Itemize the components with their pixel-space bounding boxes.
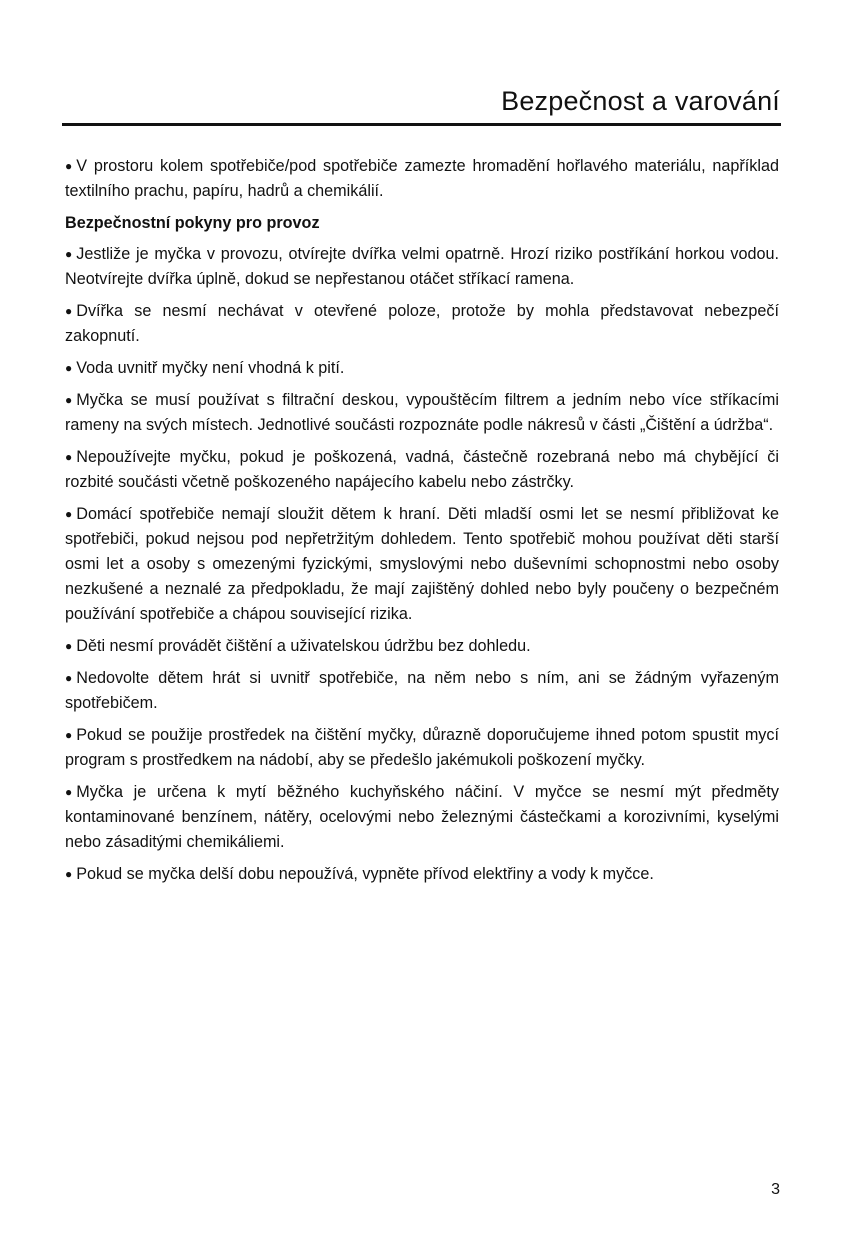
list-item (65, 666, 779, 716)
list-item (65, 723, 779, 773)
list-item (65, 780, 779, 855)
list-item-text: Děti nesmí provádět čištění a uživatelskou údržbu bez dohledu. (76, 637, 531, 655)
list-item (65, 862, 779, 887)
list-item-text: Pokud se myčka delší dobu nepoužívá, vypněte přívod elektřiny a vody k myčce. (76, 865, 654, 883)
page-title: Bezpečnost a varování (501, 86, 780, 116)
list-item-text: Myčka je určena k mytí běžného kuchyňského náčiní. V myčce se nesmí mýt předměty kontaminované benzínem, nátěry, ocelovými nebo železnými částečkami a korozivními, kyselými nebo zásaditými chemikáliemi. (65, 783, 779, 851)
list-item-text: Dvířka se nesmí nechávat v otevřené poloze, protože by mohla představovat nebezpečí zakopnutí. (65, 302, 779, 345)
list-item (65, 634, 779, 659)
title-divider (62, 123, 781, 126)
bullet-icon: ● (65, 361, 73, 375)
bullet-icon: ● (65, 159, 73, 173)
page-number: 3 (771, 1181, 780, 1198)
list-item (65, 445, 779, 495)
list-item-text: Pokud se použije prostředek na čištění myčky, důrazně doporučujeme ihned potom spustit mycí program s prostředkem na nádobí, aby se předešlo jakémukoli poškození myčky. (65, 726, 779, 769)
list-item-text: Jestliže je myčka v provozu, otvírejte dvířka velmi opatrně. Hrozí riziko postříkání horkou vodou. Neotvírejte dvířka úplně, dokud se nepřestanou otáčet stříkací ramena. (65, 245, 779, 288)
list-item (65, 356, 779, 381)
bullet-icon: ● (65, 247, 73, 261)
bullet-icon: ● (65, 304, 73, 318)
list-item-text: Nepoužívejte myčku, pokud je poškozená, vadná, částečně rozebraná nebo má chybějící či rozbité součásti včetně poškozeného napájecího kabelu nebo zástrčky. (65, 448, 779, 491)
list-item (65, 299, 779, 349)
bullet-icon: ● (65, 867, 73, 881)
bullet-icon: ● (65, 393, 73, 407)
list-item (65, 242, 779, 292)
bullet-icon: ● (65, 450, 73, 464)
list-item (65, 154, 779, 204)
list-item-text: Voda uvnitř myčky není vhodná k pití. (76, 359, 345, 377)
list-item-text: Domácí spotřebiče nemají sloužit dětem k hraní. Děti mladší osmi let se nesmí přibližovat ke spotřebiči, pokud nejsou pod nepřetržitým dohledem. Tento spotřebič mohou používat děti starší osmi let a osoby s omezenými fyzickými, smyslovými nebo duševními schopnostmi nebo osoby nezkušené a neznalé za předpokladu, že mají zajištěný dohled nebo byly poučeny o bezpečném používání spotřebiče a chápou související rizika. (65, 505, 779, 623)
list-item-text: Nedovolte dětem hrát si uvnitř spotřebiče, na něm nebo s ním, ani se žádným vyřazeným spotřebičem. (65, 669, 779, 712)
bullet-icon: ● (65, 728, 73, 742)
document-body (65, 154, 779, 894)
bullet-icon: ● (65, 785, 73, 799)
list-item-text: V prostoru kolem spotřebiče/pod spotřebiče zamezte hromadění hořlavého materiálu, například textilního prachu, papíru, hadrů a chemikálií. (65, 157, 779, 200)
list-item (65, 502, 779, 627)
bullet-icon: ● (65, 507, 73, 521)
list-item (65, 388, 779, 438)
bullet-icon: ● (65, 671, 73, 685)
bullet-icon: ● (65, 639, 73, 653)
list-item-text: Myčka se musí používat s filtrační deskou, vypouštěcím filtrem a jedním nebo více stříkacími rameny na svých místech. Jednotlivé součásti rozpoznáte podle nákresů v části „Čištění a údržba“. (65, 391, 779, 434)
section-heading: Bezpečnostní pokyny pro provoz (65, 214, 320, 232)
